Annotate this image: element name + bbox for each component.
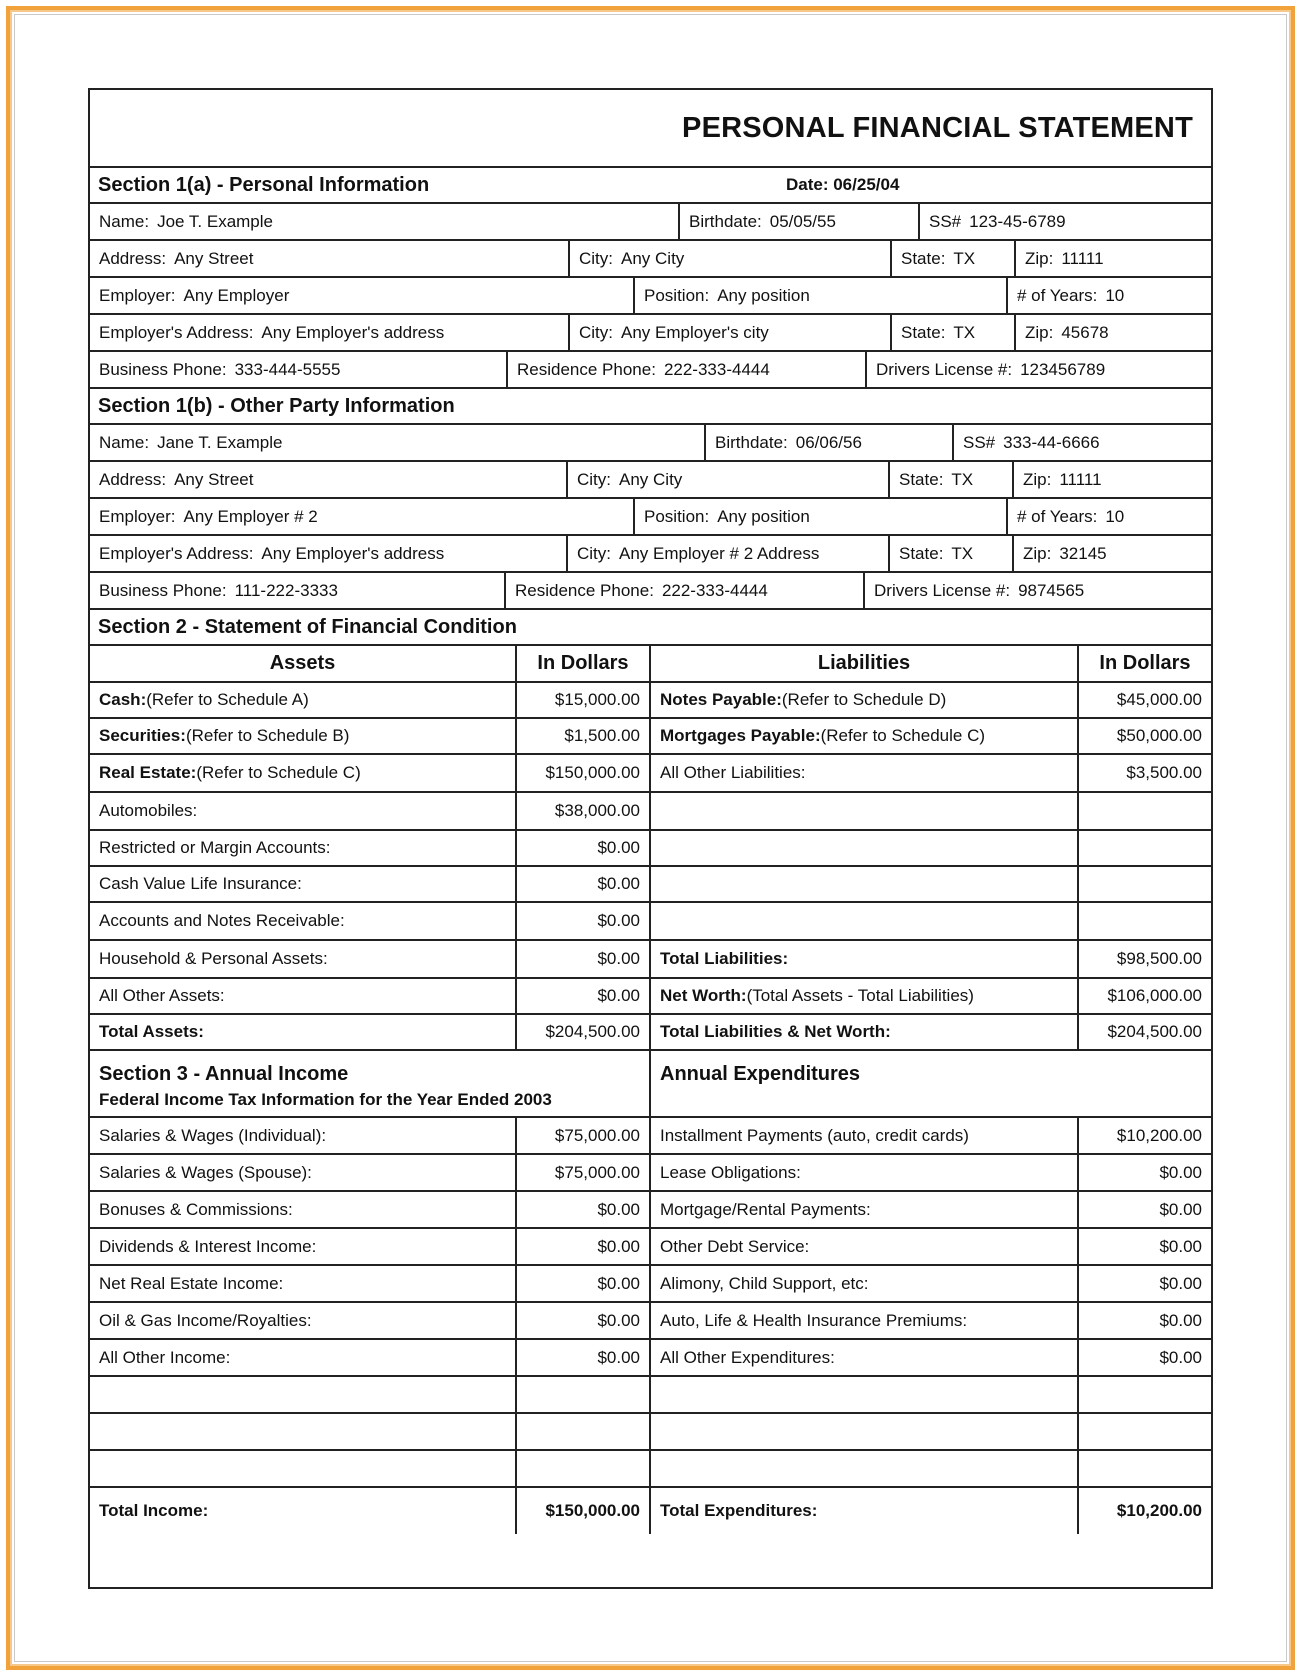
s1a-row-employer	[90, 278, 1211, 315]
assets-dollars-column-header: In Dollars	[517, 646, 651, 681]
position-label: Position:	[644, 285, 710, 305]
asset-label-text: All Other Assets:	[99, 986, 225, 1005]
s1b-row-employer-address	[90, 536, 1211, 573]
asset-label-text: Household & Personal Assets:	[99, 949, 328, 968]
s2-row	[90, 979, 1211, 1015]
asset-label-text: Restricted or Margin Accounts:	[99, 838, 331, 857]
other-birthdate-label: Birthdate:	[715, 432, 788, 452]
business-phone-value: 333-444-5555	[234, 359, 341, 379]
s1b-row-phones	[90, 573, 1211, 610]
income-label: All Other Income:	[90, 1340, 517, 1375]
other-state-label: State:	[899, 469, 944, 489]
liability-value[interactable]: $45,000.00	[1116, 690, 1202, 709]
asset-label-text: (Refer to Schedule C)	[196, 763, 361, 782]
asset-label	[90, 683, 517, 717]
s3-header-row	[90, 1051, 1211, 1118]
income-label: Dividends & Interest Income:	[90, 1229, 517, 1264]
liability-label-bold: Net Worth:	[660, 986, 747, 1005]
expenditure-value[interactable]: $0.00	[1159, 1310, 1202, 1330]
expenditure-value[interactable]	[1079, 1451, 1211, 1486]
years-value: 10	[1105, 285, 1125, 305]
asset-value[interactable]: $38,000.00	[517, 793, 651, 829]
asset-value[interactable]: $0.00	[517, 979, 651, 1013]
s3-row	[90, 1451, 1211, 1488]
s3-row	[90, 1229, 1211, 1266]
drivers-license-field[interactable]	[867, 352, 1211, 387]
ss-value: 123-45-6789	[969, 211, 1066, 231]
s1a-row-phones	[90, 352, 1211, 389]
income-label	[90, 1451, 517, 1486]
business-phone-field[interactable]	[90, 352, 508, 387]
asset-value[interactable]: $1,500.00	[517, 719, 651, 753]
income-value[interactable]	[517, 1414, 651, 1449]
expenditure-value[interactable]	[1079, 1414, 1211, 1449]
s2-row	[90, 1015, 1211, 1051]
asset-label	[90, 755, 517, 791]
liability-label	[651, 979, 1079, 1013]
name-label: Name:	[99, 211, 150, 231]
s2-row	[90, 831, 1211, 867]
employer-address-label: Employer's Address:	[99, 322, 254, 342]
other-position-label: Position:	[644, 506, 710, 526]
city-label: City:	[579, 248, 613, 268]
liability-value[interactable]: $204,500.00	[1107, 1022, 1202, 1041]
annual-income-header	[90, 1051, 651, 1116]
asset-value[interactable]: $0.00	[517, 831, 651, 865]
expenditure-value[interactable]: $0.00	[1159, 1236, 1202, 1256]
section-2-heading	[90, 610, 1211, 646]
asset-label-bold: Cash:	[99, 690, 147, 709]
years-label: # of Years:	[1017, 285, 1098, 305]
city-field[interactable]	[570, 241, 892, 276]
liability-label-bold: Mortgages Payable:	[660, 726, 821, 745]
other-employer-state-field[interactable]	[890, 536, 1014, 571]
state-value: TX	[953, 248, 976, 268]
liability-label	[651, 1015, 1079, 1049]
other-employer-state-value: TX	[951, 543, 974, 563]
expenditure-label: Installment Payments (auto, credit cards)	[651, 1118, 1079, 1153]
other-position-field[interactable]	[635, 499, 1008, 534]
asset-label	[90, 1015, 517, 1049]
ss-label: SS#	[929, 211, 962, 231]
s1a-row-employer-address	[90, 315, 1211, 352]
liability-label-bold: Notes Payable:	[660, 690, 782, 709]
other-address-field[interactable]	[90, 462, 568, 497]
income-label: Salaries & Wages (Spouse):	[90, 1155, 517, 1190]
other-business-phone-value: 111-222-3333	[234, 580, 338, 600]
expenditure-label	[651, 1414, 1079, 1449]
asset-label	[90, 941, 517, 977]
other-business-phone-field[interactable]	[90, 573, 506, 608]
other-city-field[interactable]	[568, 462, 890, 497]
liability-value[interactable]: $98,500.00	[1116, 949, 1202, 968]
expenditure-value[interactable]: $0.00	[1159, 1347, 1202, 1367]
other-employer-address-label: Employer's Address:	[99, 543, 254, 563]
employer-field[interactable]	[90, 278, 635, 313]
business-phone-label: Business Phone:	[99, 359, 227, 379]
section-1b-heading	[90, 389, 1211, 425]
s3-row	[90, 1340, 1211, 1377]
asset-label-text: Cash Value Life Insurance:	[99, 874, 302, 893]
other-employer-zip-label: Zip:	[1023, 543, 1052, 563]
residence-phone-label: Residence Phone:	[517, 359, 656, 379]
financial-statement-form	[88, 88, 1213, 1589]
liability-label	[651, 793, 1079, 829]
residence-phone-field[interactable]	[508, 352, 867, 387]
liability-label	[651, 719, 1079, 753]
other-ss-field[interactable]	[954, 425, 1211, 460]
asset-value[interactable]: $0.00	[517, 867, 651, 901]
employer-address-field[interactable]	[90, 315, 570, 350]
income-label: Bonuses & Commissions:	[90, 1192, 517, 1227]
other-employer-zip-field[interactable]	[1014, 536, 1211, 571]
s1b-row-address	[90, 462, 1211, 499]
asset-label	[90, 793, 517, 829]
liability-label-text: (Refer to Schedule C)	[820, 726, 986, 745]
address-value: Any Street	[174, 248, 254, 268]
expenditure-label: Auto, Life & Health Insurance Premiums:	[651, 1303, 1079, 1338]
s3-row	[90, 1192, 1211, 1229]
other-drivers-license-field[interactable]	[865, 573, 1211, 608]
total-income-value[interactable]: $150,000.00	[517, 1488, 651, 1534]
section-1a-title: Section 1(a) - Personal Information	[98, 173, 430, 196]
employer-state-value: TX	[953, 322, 976, 342]
asset-label-text: (Refer to Schedule A)	[146, 690, 309, 709]
other-drivers-license-label: Drivers License #:	[874, 580, 1011, 600]
asset-value[interactable]: $15,000.00	[517, 683, 651, 717]
assets-column-header: Assets	[90, 646, 517, 681]
zip-field[interactable]	[1016, 241, 1211, 276]
asset-value[interactable]: $150,000.00	[517, 755, 651, 791]
employer-label: Employer:	[99, 285, 176, 305]
asset-value[interactable]: $0.00	[517, 903, 651, 939]
other-business-phone-label: Business Phone:	[99, 580, 227, 600]
expenditure-label: All Other Expenditures:	[651, 1340, 1079, 1375]
s2-row	[90, 683, 1211, 719]
other-employer-city-value: Any Employer # 2 Address	[619, 543, 820, 563]
other-years-field[interactable]	[1008, 499, 1211, 534]
employer-city-field[interactable]	[570, 315, 892, 350]
other-state-field[interactable]	[890, 462, 1014, 497]
asset-label-text: Accounts and Notes Receivable:	[99, 911, 345, 930]
other-drivers-license-value: 9874565	[1018, 580, 1085, 600]
section-3-title: Section 3 - Annual Income	[99, 1063, 349, 1085]
other-birthdate-field[interactable]	[706, 425, 954, 460]
liability-label-bold: Total Liabilities & Net Worth:	[660, 1022, 891, 1041]
address-field[interactable]	[90, 241, 570, 276]
income-label: Salaries & Wages (Individual):	[90, 1118, 517, 1153]
asset-label-bold: Real Estate:	[99, 763, 197, 782]
liability-label	[651, 831, 1079, 865]
expenditure-label: Lease Obligations:	[651, 1155, 1079, 1190]
s3-row	[90, 1155, 1211, 1192]
other-employer-address-value: Any Employer's address	[261, 543, 445, 563]
s3-row	[90, 1266, 1211, 1303]
asset-value[interactable]: $0.00	[517, 941, 651, 977]
expenditure-value[interactable]	[1079, 1377, 1211, 1412]
s3-total-row	[90, 1488, 1211, 1534]
other-city-label: City:	[577, 469, 611, 489]
expenditure-label: Alimony, Child Support, etc:	[651, 1266, 1079, 1301]
other-years-label: # of Years:	[1017, 506, 1098, 526]
other-employer-label: Employer:	[99, 506, 176, 526]
s3-table-body	[90, 1118, 1211, 1488]
s2-table-body	[90, 683, 1211, 1051]
income-label: Net Real Estate Income:	[90, 1266, 517, 1301]
city-value: Any City	[621, 248, 685, 268]
employer-state-field[interactable]	[892, 315, 1016, 350]
birthdate-label: Birthdate:	[689, 211, 762, 231]
asset-label	[90, 867, 517, 901]
asset-label	[90, 903, 517, 939]
expenditure-label: Other Debt Service:	[651, 1229, 1079, 1264]
liability-label-text: (Refer to Schedule D)	[781, 690, 947, 709]
other-position-value: Any position	[717, 506, 810, 526]
address-label: Address:	[99, 248, 167, 268]
expenditure-value[interactable]: $10,200.00	[1116, 1125, 1202, 1145]
income-value[interactable]: $0.00	[517, 1192, 651, 1227]
asset-label-bold: Total Assets:	[99, 1022, 204, 1041]
name-value: Joe T. Example	[157, 211, 273, 231]
s1b-row-name	[90, 425, 1211, 462]
income-label	[90, 1414, 517, 1449]
asset-label	[90, 831, 517, 865]
years-field[interactable]	[1008, 278, 1211, 313]
s2-row	[90, 793, 1211, 831]
employer-address-value: Any Employer's address	[261, 322, 445, 342]
s2-row	[90, 719, 1211, 755]
income-value[interactable]: $75,000.00	[517, 1118, 651, 1153]
income-value[interactable]	[517, 1451, 651, 1486]
income-value[interactable]: $0.00	[517, 1266, 651, 1301]
title-area	[90, 90, 1211, 168]
s3-row	[90, 1414, 1211, 1451]
liability-value[interactable]	[1079, 867, 1211, 901]
s2-row	[90, 903, 1211, 941]
asset-value[interactable]: $204,500.00	[517, 1015, 651, 1049]
liability-value[interactable]	[1079, 793, 1211, 829]
income-value[interactable]: $0.00	[517, 1229, 651, 1264]
section-3-subtitle: Federal Income Tax Information for the Year Ended 2003	[99, 1090, 552, 1109]
other-employer-address-field[interactable]	[90, 536, 568, 571]
other-address-value: Any Street	[174, 469, 254, 489]
employer-zip-label: Zip:	[1025, 322, 1054, 342]
other-employer-field[interactable]	[90, 499, 635, 534]
other-address-label: Address:	[99, 469, 167, 489]
income-value[interactable]	[517, 1377, 651, 1412]
asset-label-text: (Refer to Schedule B)	[185, 726, 350, 745]
drivers-license-value: 123456789	[1020, 359, 1106, 379]
liability-label-text: All Other Liabilities:	[660, 763, 806, 782]
other-zip-value: 11111	[1059, 469, 1102, 489]
other-residence-phone-field[interactable]	[506, 573, 865, 608]
residence-phone-value: 222-333-4444	[663, 359, 770, 379]
name-field[interactable]	[90, 204, 680, 239]
other-employer-state-label: State:	[899, 543, 944, 563]
liability-value[interactable]: $50,000.00	[1116, 726, 1202, 745]
annual-expenditures-title: Annual Expenditures	[660, 1063, 861, 1085]
other-employer-zip-value: 32145	[1059, 543, 1107, 563]
expenditure-value[interactable]: $0.00	[1159, 1162, 1202, 1182]
section-1b-title: Section 1(b) - Other Party Information	[98, 394, 455, 417]
s1a-row-name	[90, 204, 1211, 241]
liability-value[interactable]: $3,500.00	[1126, 763, 1202, 782]
s2-row	[90, 867, 1211, 903]
ss-field[interactable]	[920, 204, 1211, 239]
employer-value: Any Employer	[183, 285, 290, 305]
expenditure-value[interactable]: $0.00	[1159, 1273, 1202, 1293]
liability-label	[651, 755, 1079, 791]
other-ss-label: SS#	[963, 432, 996, 452]
income-value[interactable]: $75,000.00	[517, 1155, 651, 1190]
other-name-field[interactable]	[90, 425, 706, 460]
income-label	[90, 1377, 517, 1412]
zip-value: 11111	[1061, 248, 1104, 268]
other-residence-phone-value: 222-333-4444	[661, 580, 768, 600]
liability-value[interactable]: $106,000.00	[1107, 986, 1202, 1005]
employer-city-value: Any Employer's city	[621, 322, 769, 342]
liability-label	[651, 867, 1079, 901]
date-field[interactable]: Date: 06/25/04	[786, 175, 900, 194]
liability-value[interactable]	[1079, 831, 1211, 865]
liability-label-text: (Total Assets - Total Liabilities)	[746, 986, 974, 1005]
other-state-value: TX	[951, 469, 974, 489]
other-zip-label: Zip:	[1023, 469, 1052, 489]
other-zip-field[interactable]	[1014, 462, 1211, 497]
expenditure-value[interactable]: $0.00	[1159, 1199, 1202, 1219]
other-city-value: Any City	[619, 469, 683, 489]
other-name-label: Name:	[99, 432, 150, 452]
other-employer-city-field[interactable]	[568, 536, 890, 571]
expenditure-label	[651, 1377, 1079, 1412]
liability-label	[651, 941, 1079, 977]
document-title: PERSONAL FINANCIAL STATEMENT	[682, 112, 1193, 144]
income-value[interactable]: $0.00	[517, 1340, 651, 1375]
employer-zip-value: 45678	[1061, 322, 1109, 342]
s2-column-headers	[90, 646, 1211, 683]
state-field[interactable]	[892, 241, 1016, 276]
expenditure-label	[651, 1451, 1079, 1486]
annual-expenditures-header	[651, 1051, 1211, 1116]
total-income-label: Total Income:	[90, 1488, 517, 1534]
asset-label-text: Automobiles:	[99, 801, 198, 820]
drivers-license-label: Drivers License #:	[876, 359, 1013, 379]
other-employer-city-label: City:	[577, 543, 611, 563]
asset-label	[90, 979, 517, 1013]
s3-row	[90, 1118, 1211, 1155]
employer-zip-field[interactable]	[1016, 315, 1211, 350]
liability-label	[651, 903, 1079, 939]
other-residence-phone-label: Residence Phone:	[515, 580, 654, 600]
zip-label: Zip:	[1025, 248, 1054, 268]
total-expenditures-label: Total Expenditures:	[651, 1488, 1079, 1534]
s3-row	[90, 1377, 1211, 1414]
s2-row	[90, 941, 1211, 979]
section-2-title: Section 2 - Statement of Financial Condition	[98, 615, 517, 638]
liabilities-dollars-column-header: In Dollars	[1099, 652, 1191, 674]
asset-label	[90, 719, 517, 753]
birthdate-field[interactable]	[680, 204, 920, 239]
other-name-value: Jane T. Example	[157, 432, 283, 452]
s3-row	[90, 1303, 1211, 1340]
other-birthdate-value: 06/06/56	[795, 432, 862, 452]
s1b-row-employer	[90, 499, 1211, 536]
position-value: Any position	[717, 285, 810, 305]
income-label: Oil & Gas Income/Royalties:	[90, 1303, 517, 1338]
s2-row	[90, 755, 1211, 793]
liability-value[interactable]	[1079, 903, 1211, 939]
birthdate-value: 05/05/55	[769, 211, 836, 231]
section-1a-heading	[90, 168, 1211, 204]
expenditure-label: Mortgage/Rental Payments:	[651, 1192, 1079, 1227]
position-field[interactable]	[635, 278, 1008, 313]
state-label: State:	[901, 248, 946, 268]
liability-label	[651, 683, 1079, 717]
other-years-value: 10	[1105, 506, 1125, 526]
employer-state-label: State:	[901, 322, 946, 342]
other-ss-value: 333-44-6666	[1003, 432, 1100, 452]
liabilities-column-header: Liabilities	[651, 646, 1079, 681]
other-employer-value: Any Employer # 2	[183, 506, 318, 526]
liability-label-bold: Total Liabilities:	[660, 949, 789, 968]
employer-city-label: City:	[579, 322, 613, 342]
s1a-row-address	[90, 241, 1211, 278]
income-value[interactable]: $0.00	[517, 1303, 651, 1338]
asset-label-bold: Securities:	[99, 726, 186, 745]
total-expenditures-value[interactable]: $10,200.00	[1116, 1501, 1202, 1520]
